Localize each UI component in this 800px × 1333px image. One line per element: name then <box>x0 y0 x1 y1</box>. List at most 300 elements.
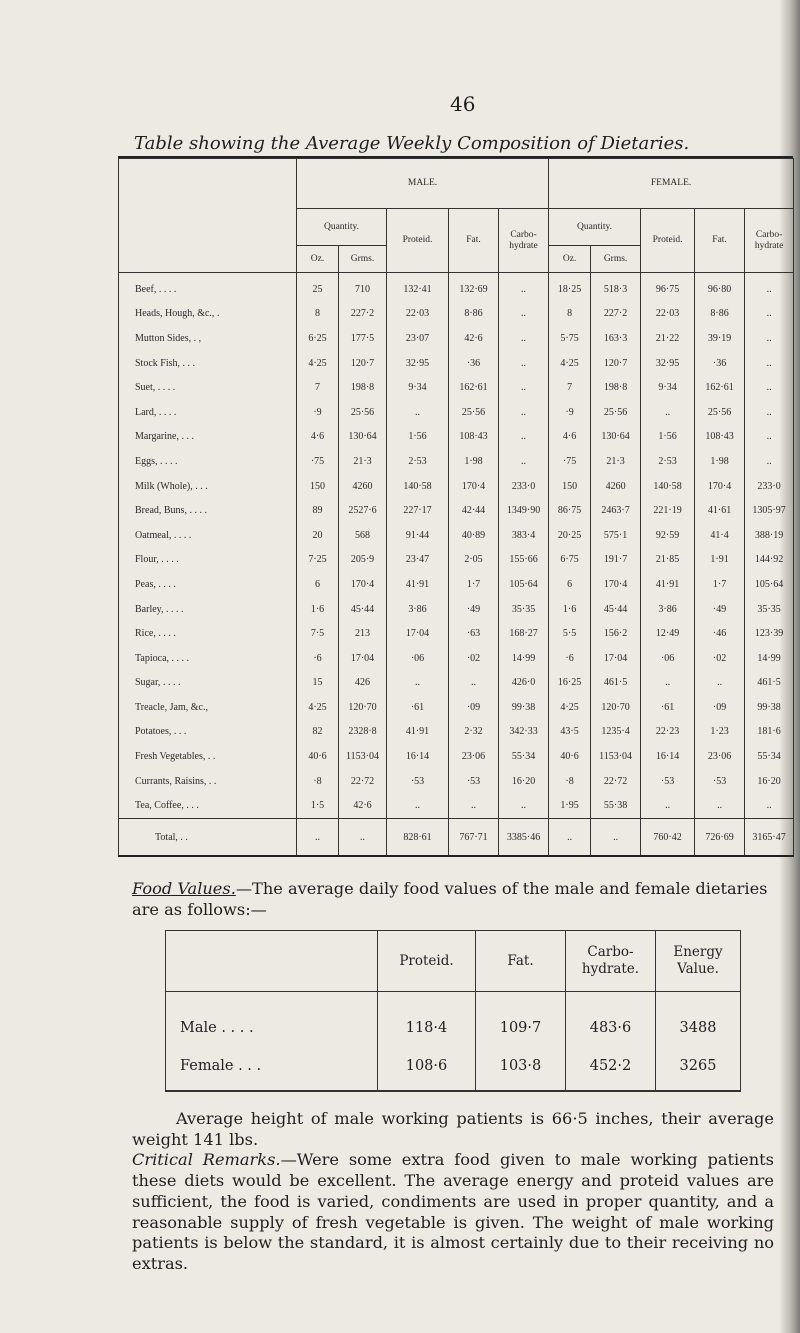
male-carbohydrate-cell: 383·4 <box>499 523 549 548</box>
fv-fat-cell: 103·8 <box>476 1047 566 1091</box>
male-grms-cell: 213 <box>339 621 387 646</box>
food-name: Potatoes, <box>135 726 172 738</box>
male-fat-cell: 1·7 <box>449 572 499 597</box>
female-proteid-cell: 140·58 <box>641 474 695 499</box>
male-oz-cell: 4·25 <box>297 351 339 376</box>
female-carbohydrate-cell: 233·0 <box>745 474 794 499</box>
male-proteid-cell: 91·44 <box>387 523 449 548</box>
male-carbohydrate-header: Carbo-hydrate <box>499 209 549 273</box>
female-grms-cell: 227·2 <box>591 302 641 327</box>
food-row <box>119 793 794 818</box>
female-proteid-cell: 92·59 <box>641 523 695 548</box>
food-name-cell <box>119 769 297 794</box>
female-grms-cell: 1153·04 <box>591 744 641 769</box>
critical-remarks-text: —Were some extra food given to male working patients these diets would be excellent. The average energy and proteid values are sufficient, the food is varied, condiments are used in proper quantity, and a reasonable supply of fresh vegetable is given. The weight of male working patients is below the standard, it is almost certainly due to their receiving no extras. <box>132 1150 774 1273</box>
food-name: Heads, Hough, &c., <box>135 308 215 320</box>
female-oz-cell: 150 <box>549 474 591 499</box>
food-name: Total, <box>155 831 178 843</box>
leader-dots: . . <box>191 800 199 812</box>
male-grms-cell: 1153·04 <box>339 744 387 769</box>
male-fat-cell: ·49 <box>449 597 499 622</box>
male-oz-cell: .. <box>297 819 339 857</box>
male-fat-cell: 132·69 <box>449 273 499 302</box>
female-fat-cell: 25·56 <box>695 400 745 425</box>
male-fat-cell: ·63 <box>449 621 499 646</box>
male-proteid-cell: 23·07 <box>387 326 449 351</box>
fv-fat-cell: 109·7 <box>476 992 566 1048</box>
female-grms-cell: 518·3 <box>591 273 641 302</box>
female-carbohydrate-cell: .. <box>745 302 794 327</box>
food-row <box>119 449 794 474</box>
male-carbohydrate-cell: .. <box>499 273 549 302</box>
male-grms-cell: 130·64 <box>339 425 387 450</box>
female-oz-cell: ·9 <box>549 400 591 425</box>
male-carbohydrate-cell: .. <box>499 375 549 400</box>
male-proteid-cell: 9·34 <box>387 375 449 400</box>
male-fat-cell: 1·98 <box>449 449 499 474</box>
food-name-cell <box>119 400 297 425</box>
food-name: Mutton Sides, <box>135 332 192 344</box>
female-grms-cell: 130·64 <box>591 425 641 450</box>
male-fat-cell: 42·6 <box>449 326 499 351</box>
female-oz-cell: 1·95 <box>549 793 591 818</box>
female-oz-cell: 16·25 <box>549 671 591 696</box>
male-grms-cell: 21·3 <box>339 449 387 474</box>
fv-label-dots: . . . . <box>221 1020 254 1036</box>
female-fat-cell: 162·61 <box>695 375 745 400</box>
food-name: Beef, <box>135 283 157 295</box>
male-fat-cell: 40·89 <box>449 523 499 548</box>
food-name-cell <box>119 474 297 499</box>
female-carbohydrate-cell: 461·5 <box>745 671 794 696</box>
female-oz-cell: 7 <box>549 375 591 400</box>
male-oz-cell: 82 <box>297 720 339 745</box>
female-fat-cell: 1·7 <box>695 572 745 597</box>
food-name: Tapioca, . <box>135 652 175 664</box>
food-row <box>119 375 794 400</box>
male-proteid-cell: 132·41 <box>387 273 449 302</box>
male-fat-cell: 108·43 <box>449 425 499 450</box>
female-fat-cell: ·02 <box>695 646 745 671</box>
male-fat-cell: 23·06 <box>449 744 499 769</box>
food-name-cell <box>119 744 297 769</box>
food-row <box>119 744 794 769</box>
male-carbohydrate-cell: 342·33 <box>499 720 549 745</box>
female-oz-cell: 18·25 <box>549 273 591 302</box>
male-oz-cell: 7·5 <box>297 621 339 646</box>
male-proteid-cell: 41·91 <box>387 720 449 745</box>
male-fat-cell: ·36 <box>449 351 499 376</box>
female-carbohydrate-cell: .. <box>745 793 794 818</box>
female-oz-cell: 40·6 <box>549 744 591 769</box>
male-fat-cell: 25·56 <box>449 400 499 425</box>
male-fat-header: Fat. <box>449 209 499 273</box>
male-grms-cell: 710 <box>339 273 387 302</box>
female-grms-cell: 1235·4 <box>591 720 641 745</box>
food-row <box>119 326 794 351</box>
female-fat-cell: 8·86 <box>695 302 745 327</box>
female-oz-cell: 43·5 <box>549 720 591 745</box>
female-oz-cell: 86·75 <box>549 498 591 523</box>
food-name: Bread, Buns, . <box>135 505 192 517</box>
female-carbohydrate-cell: 388·19 <box>745 523 794 548</box>
critical-remarks-paragraph <box>132 1150 774 1274</box>
female-grms-cell: 2463·7 <box>591 498 641 523</box>
food-name: Lard, <box>135 406 157 418</box>
male-oz-cell: 4·25 <box>297 695 339 720</box>
male-oz-cell: ·9 <box>297 400 339 425</box>
food-name: Milk (Whole), . <box>135 480 198 492</box>
leader-dots: . . . <box>194 505 207 517</box>
leader-dots: . . . <box>176 652 190 664</box>
male-proteid-cell: 16·14 <box>387 744 449 769</box>
male-carbohydrate-cell: .. <box>499 449 549 474</box>
female-carbohydrate-cell: 35·35 <box>745 597 794 622</box>
female-oz-cell: 8 <box>549 302 591 327</box>
food-name-cell <box>119 695 297 720</box>
food-name-cell <box>119 572 297 597</box>
male-oz-cell: 40·6 <box>297 744 339 769</box>
female-fat-cell: 41·61 <box>695 498 745 523</box>
female-proteid-cell: 221·19 <box>641 498 695 523</box>
female-fat-cell: 41·4 <box>695 523 745 548</box>
male-oz-cell: 7·25 <box>297 548 339 573</box>
male-carbohydrate-cell: 233·0 <box>499 474 549 499</box>
female-fat-cell: ·53 <box>695 769 745 794</box>
female-grms-cell: 575·1 <box>591 523 641 548</box>
leader-dots: . . . . <box>157 382 176 394</box>
female-quantity-header: Quantity. <box>549 209 641 246</box>
female-oz-cell: 5·5 <box>549 621 591 646</box>
male-carbohydrate-cell: 55·34 <box>499 744 549 769</box>
food-name: Flour, <box>135 554 159 566</box>
female-proteid-cell: ·61 <box>641 695 695 720</box>
male-fat-cell: 162·61 <box>449 375 499 400</box>
female-oz-cell: 6 <box>549 572 591 597</box>
male-carbohydrate-cell: 3385·46 <box>499 819 549 857</box>
food-row <box>119 597 794 622</box>
male-carbohydrate-cell: 16·20 <box>499 769 549 794</box>
female-oz-cell: ·8 <box>549 769 591 794</box>
female-carbohydrate-cell: .. <box>745 400 794 425</box>
food-name: Currants, Raisins, . <box>135 775 212 787</box>
food-name-cell <box>119 671 297 696</box>
food-name-cell <box>119 375 297 400</box>
male-proteid-cell: 22·03 <box>387 302 449 327</box>
male-carbohydrate-cell: 426·0 <box>499 671 549 696</box>
fv-row-male <box>166 992 741 1048</box>
female-proteid-cell: 12·49 <box>641 621 695 646</box>
leader-dots: . . . <box>181 431 194 443</box>
male-grms-cell: 205·9 <box>339 548 387 573</box>
male-grms-cell: 25·56 <box>339 400 387 425</box>
male-grms-cell: 426 <box>339 671 387 696</box>
male-proteid-cell: 3·86 <box>387 597 449 622</box>
male-grms-cell: 177·5 <box>339 326 387 351</box>
male-fat-cell: 2·05 <box>449 548 499 573</box>
female-carbohydrate-cell: 14·99 <box>745 646 794 671</box>
food-row <box>119 646 794 671</box>
male-oz-cell: ·75 <box>297 449 339 474</box>
male-grms-header: Grms. <box>339 246 387 273</box>
food-name: Peas, <box>135 578 156 590</box>
fv-carbohydrate-cell: 483·6 <box>566 992 656 1048</box>
fv-row-label <box>166 992 378 1048</box>
food-values-heading: Food Values. <box>132 879 236 898</box>
female-grms-cell: 45·44 <box>591 597 641 622</box>
male-grms-cell: 120·7 <box>339 351 387 376</box>
female-oz-cell: 6·75 <box>549 548 591 573</box>
male-grms-cell: 227·2 <box>339 302 387 327</box>
female-oz-cell: 4·6 <box>549 425 591 450</box>
female-proteid-cell: 9·34 <box>641 375 695 400</box>
female-grms-cell: 120·7 <box>591 351 641 376</box>
food-name-cell <box>119 793 297 818</box>
fv-row-label <box>166 1047 378 1091</box>
female-grms-cell: 170·4 <box>591 572 641 597</box>
fv-carbohydrate-cell: 452·2 <box>566 1047 656 1091</box>
male-proteid-cell: .. <box>387 400 449 425</box>
food-name: Treacle, Jam, &c., <box>135 701 208 713</box>
food-row <box>119 548 794 573</box>
male-proteid-cell: 828·61 <box>387 819 449 857</box>
male-fat-cell: ·09 <box>449 695 499 720</box>
male-proteid-cell: 227·17 <box>387 498 449 523</box>
food-name-cell <box>119 351 297 376</box>
male-carbohydrate-cell: 155·66 <box>499 548 549 573</box>
female-carbohydrate-cell: 3165·47 <box>745 819 794 857</box>
male-carbohydrate-cell: .. <box>499 425 549 450</box>
male-grms-cell: 198·8 <box>339 375 387 400</box>
female-grms-cell: 17·04 <box>591 646 641 671</box>
male-proteid-cell: 1·56 <box>387 425 449 450</box>
leader-dots: . <box>216 308 220 320</box>
male-fat-cell: 8·86 <box>449 302 499 327</box>
male-oz-cell: 6 <box>297 572 339 597</box>
female-oz-cell: .. <box>549 819 591 857</box>
male-oz-cell: ·6 <box>297 646 339 671</box>
male-carbohydrate-cell: .. <box>499 351 549 376</box>
male-grms-cell: 170·4 <box>339 572 387 597</box>
fv-energy-cell: 3265 <box>656 1047 741 1091</box>
male-fat-cell: .. <box>449 793 499 818</box>
male-proteid-cell: .. <box>387 793 449 818</box>
food-name: Barley, . <box>135 603 169 615</box>
male-carbohydrate-cell: .. <box>499 400 549 425</box>
female-proteid-cell: ·53 <box>641 769 695 794</box>
food-column-header <box>119 159 297 273</box>
male-oz-cell: 20 <box>297 523 339 548</box>
female-grms-cell: 198·8 <box>591 375 641 400</box>
female-fat-cell: .. <box>695 671 745 696</box>
food-row <box>119 769 794 794</box>
food-row <box>119 400 794 425</box>
food-name-cell <box>119 425 297 450</box>
leader-dots: . . <box>180 831 188 843</box>
male-carbohydrate-cell: 1349·90 <box>499 498 549 523</box>
critical-remarks-heading: Critical Remarks. <box>132 1150 281 1170</box>
female-fat-cell: ·09 <box>695 695 745 720</box>
leader-dots: . . . . <box>162 677 181 689</box>
male-grms-cell: 17·04 <box>339 646 387 671</box>
female-carbohydrate-header: Carbo-hydrate <box>745 209 794 273</box>
fv-label-text: Male <box>180 1020 217 1036</box>
male-grms-cell: 120·70 <box>339 695 387 720</box>
fv-label-header <box>166 931 378 992</box>
female-grms-cell: 21·3 <box>591 449 641 474</box>
fv-energy-cell: 3488 <box>656 992 741 1048</box>
food-row <box>119 498 794 523</box>
female-proteid-cell: .. <box>641 793 695 818</box>
food-name: Stock Fish, <box>135 357 181 369</box>
female-fat-cell: 170·4 <box>695 474 745 499</box>
female-proteid-cell: 21·22 <box>641 326 695 351</box>
male-fat-cell: 170·4 <box>449 474 499 499</box>
leader-dots: . <box>212 751 216 763</box>
female-carbohydrate-cell: 1305·97 <box>745 498 794 523</box>
female-carbohydrate-cell: .. <box>745 425 794 450</box>
food-row <box>119 523 794 548</box>
leader-dots: . . . . <box>160 455 178 467</box>
female-fat-cell: .. <box>695 793 745 818</box>
female-proteid-cell: 22·23 <box>641 720 695 745</box>
female-fat-cell: 39·19 <box>695 326 745 351</box>
male-grms-cell: 568 <box>339 523 387 548</box>
female-fat-cell: 96·80 <box>695 273 745 302</box>
male-carbohydrate-cell: 105·64 <box>499 572 549 597</box>
food-name: Fresh Vegetables, . <box>135 751 211 763</box>
leader-dots: . . <box>200 480 208 492</box>
female-carbohydrate-cell: 105·64 <box>745 572 794 597</box>
male-fat-cell: 767·71 <box>449 819 499 857</box>
male-oz-cell: 8 <box>297 302 339 327</box>
fv-proteid-header: Proteid. <box>378 931 476 992</box>
food-values-intro: —The average daily food values of the male and female dietaries are as follows:— <box>132 879 768 919</box>
male-proteid-cell: 41·91 <box>387 572 449 597</box>
female-fat-cell: ·36 <box>695 351 745 376</box>
food-row <box>119 273 794 302</box>
leader-dots: . . . . <box>158 406 177 418</box>
male-oz-cell: 1·5 <box>297 793 339 818</box>
male-grms-cell: 45·44 <box>339 597 387 622</box>
food-name-cell <box>119 720 297 745</box>
female-proteid-cell: ·06 <box>641 646 695 671</box>
male-oz-cell: ·8 <box>297 769 339 794</box>
female-proteid-cell: 21·85 <box>641 548 695 573</box>
food-row <box>119 302 794 327</box>
female-grms-cell: 25·56 <box>591 400 641 425</box>
male-proteid-header: Proteid. <box>387 209 449 273</box>
female-proteid-cell: 16·14 <box>641 744 695 769</box>
male-proteid-cell: ·61 <box>387 695 449 720</box>
food-values-paragraph <box>132 878 772 920</box>
male-grms-cell: .. <box>339 819 387 857</box>
female-fat-cell: 1·98 <box>695 449 745 474</box>
female-fat-cell: ·49 <box>695 597 745 622</box>
male-carbohydrate-cell: 99·38 <box>499 695 549 720</box>
page-number: 46 <box>450 92 476 116</box>
food-name-cell <box>119 621 297 646</box>
male-fat-cell: 2·32 <box>449 720 499 745</box>
male-proteid-cell: 23·47 <box>387 548 449 573</box>
table-title: Table showing the Average Weekly Composition of Dietaries. <box>134 133 690 154</box>
female-carbohydrate-cell: 99·38 <box>745 695 794 720</box>
female-carbohydrate-cell: .. <box>745 375 794 400</box>
average-height-paragraph: Average height of male working patients is 66·5 inches, their average weight 141 lbs. <box>132 1109 774 1149</box>
fv-carbohydrate-header: Carbo-hydrate. <box>566 931 656 992</box>
fv-proteid-cell: 118·4 <box>378 992 476 1048</box>
male-oz-cell: 6·25 <box>297 326 339 351</box>
female-oz-cell: 20·25 <box>549 523 591 548</box>
fv-label-text: Female <box>180 1058 234 1074</box>
male-carbohydrate-cell: 14·99 <box>499 646 549 671</box>
male-header: MALE. <box>297 159 549 209</box>
male-fat-cell: .. <box>449 671 499 696</box>
female-grms-cell: .. <box>591 819 641 857</box>
food-row <box>119 720 794 745</box>
food-name: Rice, <box>135 628 156 640</box>
male-oz-header: Oz. <box>297 246 339 273</box>
female-proteid-cell: 41·91 <box>641 572 695 597</box>
female-carbohydrate-cell: .. <box>745 326 794 351</box>
female-carbohydrate-cell: .. <box>745 273 794 302</box>
male-carbohydrate-cell: 168·27 <box>499 621 549 646</box>
fv-row-female <box>166 1047 741 1091</box>
male-quantity-header: Quantity. <box>297 209 387 246</box>
food-name: Sugar, <box>135 677 161 689</box>
food-name: Tea, Coffee, . <box>135 800 189 812</box>
female-oz-header: Oz. <box>549 246 591 273</box>
leader-dots: . . . <box>182 357 196 369</box>
female-proteid-cell: 32·95 <box>641 351 695 376</box>
food-name-cell <box>119 302 297 327</box>
male-oz-cell: 25 <box>297 273 339 302</box>
male-carbohydrate-cell: .. <box>499 302 549 327</box>
food-row <box>119 474 794 499</box>
food-name-cell <box>119 646 297 671</box>
female-fat-header: Fat. <box>695 209 745 273</box>
leader-dots: . <box>213 775 217 787</box>
male-proteid-cell: 32·95 <box>387 351 449 376</box>
female-carbohydrate-cell: .. <box>745 449 794 474</box>
food-name-cell <box>119 449 297 474</box>
female-proteid-cell: 96·75 <box>641 273 695 302</box>
male-proteid-cell: 140·58 <box>387 474 449 499</box>
food-values-table <box>165 930 741 1092</box>
male-proteid-cell: ·06 <box>387 646 449 671</box>
female-fat-cell: 1·23 <box>695 720 745 745</box>
male-grms-cell: 2527·6 <box>339 498 387 523</box>
male-oz-cell: 1·6 <box>297 597 339 622</box>
female-carbohydrate-cell: 181·6 <box>745 720 794 745</box>
male-carbohydrate-cell: .. <box>499 326 549 351</box>
female-grms-cell: 191·7 <box>591 548 641 573</box>
female-grms-cell: 163·3 <box>591 326 641 351</box>
leader-dots: . . . <box>171 603 184 615</box>
male-oz-cell: 89 <box>297 498 339 523</box>
female-grms-cell: 55·38 <box>591 793 641 818</box>
fv-energy-header: Energy Value. <box>656 931 741 992</box>
male-proteid-cell: 17·04 <box>387 621 449 646</box>
male-grms-cell: 42·6 <box>339 793 387 818</box>
leader-dots: . . . . <box>158 628 176 640</box>
food-name-cell <box>119 326 297 351</box>
male-carbohydrate-cell: .. <box>499 793 549 818</box>
female-oz-cell: 5·75 <box>549 326 591 351</box>
leader-dots: . . . <box>173 726 187 738</box>
closing-text <box>132 1109 774 1275</box>
female-oz-cell: ·6 <box>549 646 591 671</box>
